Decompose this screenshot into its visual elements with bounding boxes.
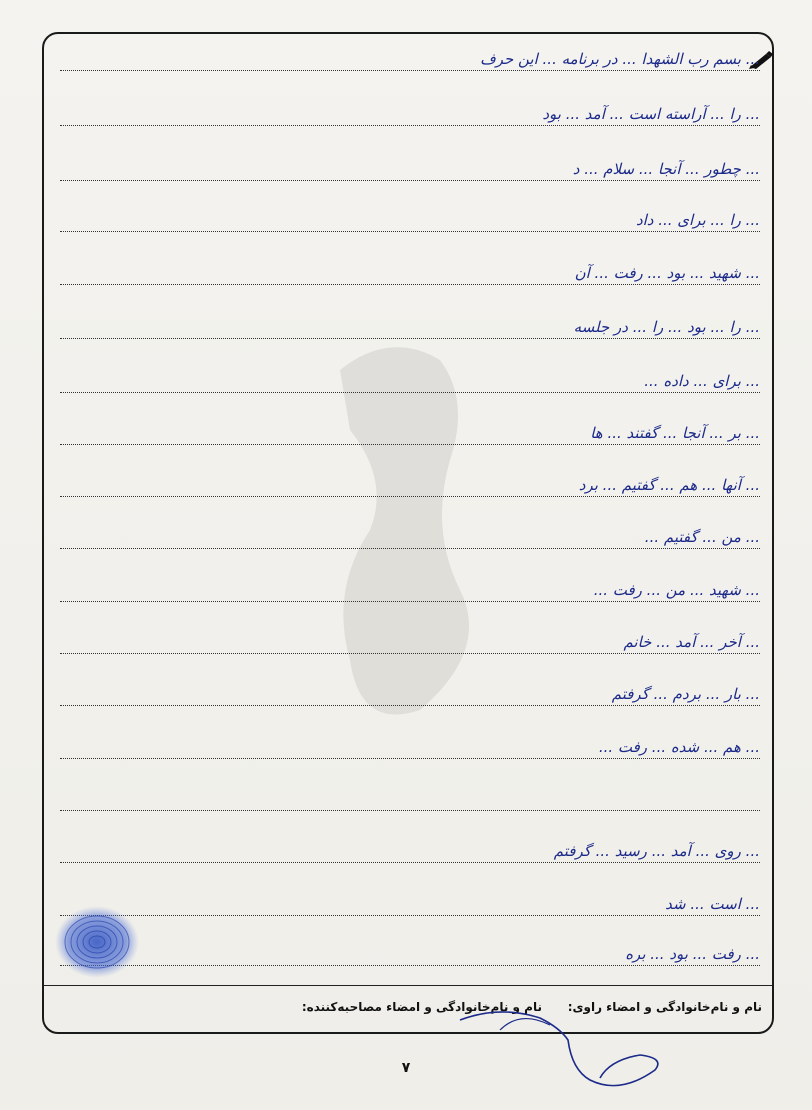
- handwritten-text: ... من ... گفتیم ...: [644, 528, 760, 546]
- text-line: [60, 472, 760, 497]
- text-line: [60, 101, 760, 126]
- handwritten-text: ... را ... برای ... داد: [635, 211, 760, 229]
- handwritten-text: ... برای ... داده ...: [644, 372, 760, 390]
- handwritten-text: ... آخر ... آمد ... خانم: [623, 633, 760, 651]
- handwritten-text: ... بار ... بردم ... گرفتم: [611, 685, 760, 703]
- interviewer-signature-label: نام و نام‌خانوادگی و امضاء مصاحبه‌کننده:: [301, 1000, 542, 1014]
- text-line: [60, 734, 760, 759]
- text-line: [60, 368, 760, 393]
- handwritten-text: ... بر ... آنجا ... گفتند ... ها: [590, 424, 760, 442]
- text-line: [60, 577, 760, 602]
- handwritten-signature: [440, 1000, 680, 1100]
- text-line: [60, 681, 760, 706]
- text-line: [60, 46, 760, 71]
- text-line: [60, 786, 760, 811]
- handwritten-text: ... را ... بود ... را ... در جلسه: [573, 318, 760, 336]
- page-number: ۷: [401, 1060, 411, 1076]
- text-line: [60, 524, 760, 549]
- text-line: [60, 207, 760, 232]
- text-line: [60, 260, 760, 285]
- handwritten-text: ... آنها ... هم ... گفتیم ... برد: [578, 476, 760, 494]
- handwritten-text: ... را ... آراسته است ... آمد ... بود: [542, 105, 760, 123]
- text-line: [60, 314, 760, 339]
- text-line: [60, 629, 760, 654]
- handwritten-text: ... رفت ... بود ... بره: [625, 945, 760, 963]
- text-line: [60, 420, 760, 445]
- handwritten-text: ... شهید ... بود ... رفت ... آن: [574, 264, 760, 282]
- handwritten-text: ... بسم رب الشهدا ... در برنامه ... این حرف: [480, 50, 760, 68]
- text-line: [60, 156, 760, 181]
- text-line: [60, 941, 760, 966]
- handwritten-text: ... روی ... آمد ... رسید ... گرفتم: [553, 842, 760, 860]
- handwritten-text: ... شهید ... من ... رفت ...: [593, 581, 760, 599]
- handwritten-text: ... هم ... شده ... رفت ...: [598, 738, 760, 756]
- narrator-signature-label: نام و نام‌خانوادگی و امضاء راوی:: [567, 1000, 762, 1014]
- footer-divider: [44, 985, 772, 986]
- text-line: [60, 838, 760, 863]
- handwritten-text: ... چطور ... آنجا ... سلام ... د: [572, 160, 760, 178]
- text-line: [60, 891, 760, 916]
- fingerprint-stamp: [52, 902, 142, 982]
- handwritten-text: ... است ... شد: [665, 895, 760, 913]
